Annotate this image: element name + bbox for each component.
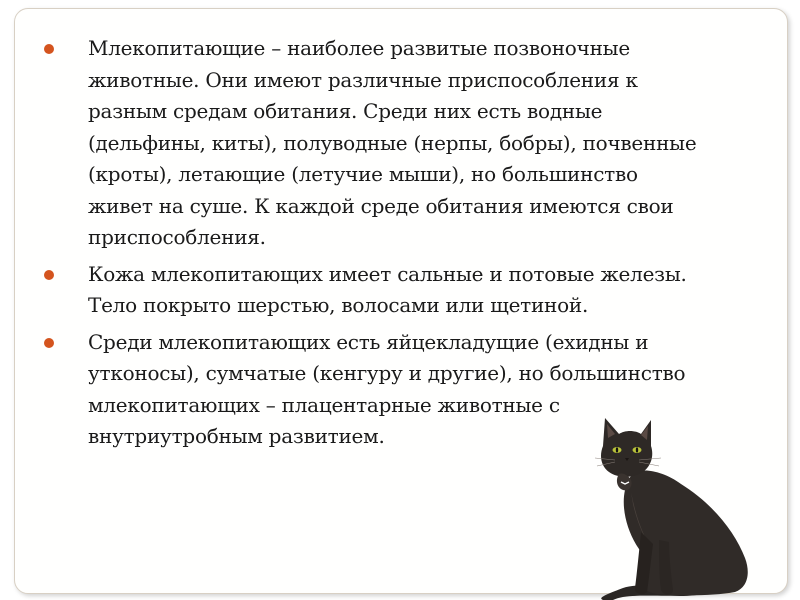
bullet-text: Кожа млекопитающих имеет сальные и потовые железы. Тело покрыто шерстью, волосами или щетиной.: [88, 261, 687, 317]
bullet-dot-icon: [44, 338, 54, 348]
bullet-dot-icon: [44, 44, 54, 54]
bullet-text: Млекопитающие – наиболее развитые позвоночные животные. Они имеют различные приспособления к разным средам обитания. Среди них есть водные (дельфины, киты), полуводные (нерпы, бобры), почвенные (кроты), летающие (летучие мыши), но большинство живет на суше. К каждой среде обитания имеются свои приспособления.: [88, 36, 697, 249]
bullet-item: [42, 33, 702, 254]
bullet-list: [42, 33, 702, 458]
bullet-item: [42, 259, 702, 322]
cat-illustration: [585, 412, 775, 600]
bullet-dot-icon: [44, 270, 54, 280]
bullet-text: Среди млекопитающих есть яйцекладущие (ехидны и утконосы), сумчатые (кенгуру и другие), но большинство млекопитающих – плацентарные животные с внутриутробным развитием.: [88, 329, 686, 448]
